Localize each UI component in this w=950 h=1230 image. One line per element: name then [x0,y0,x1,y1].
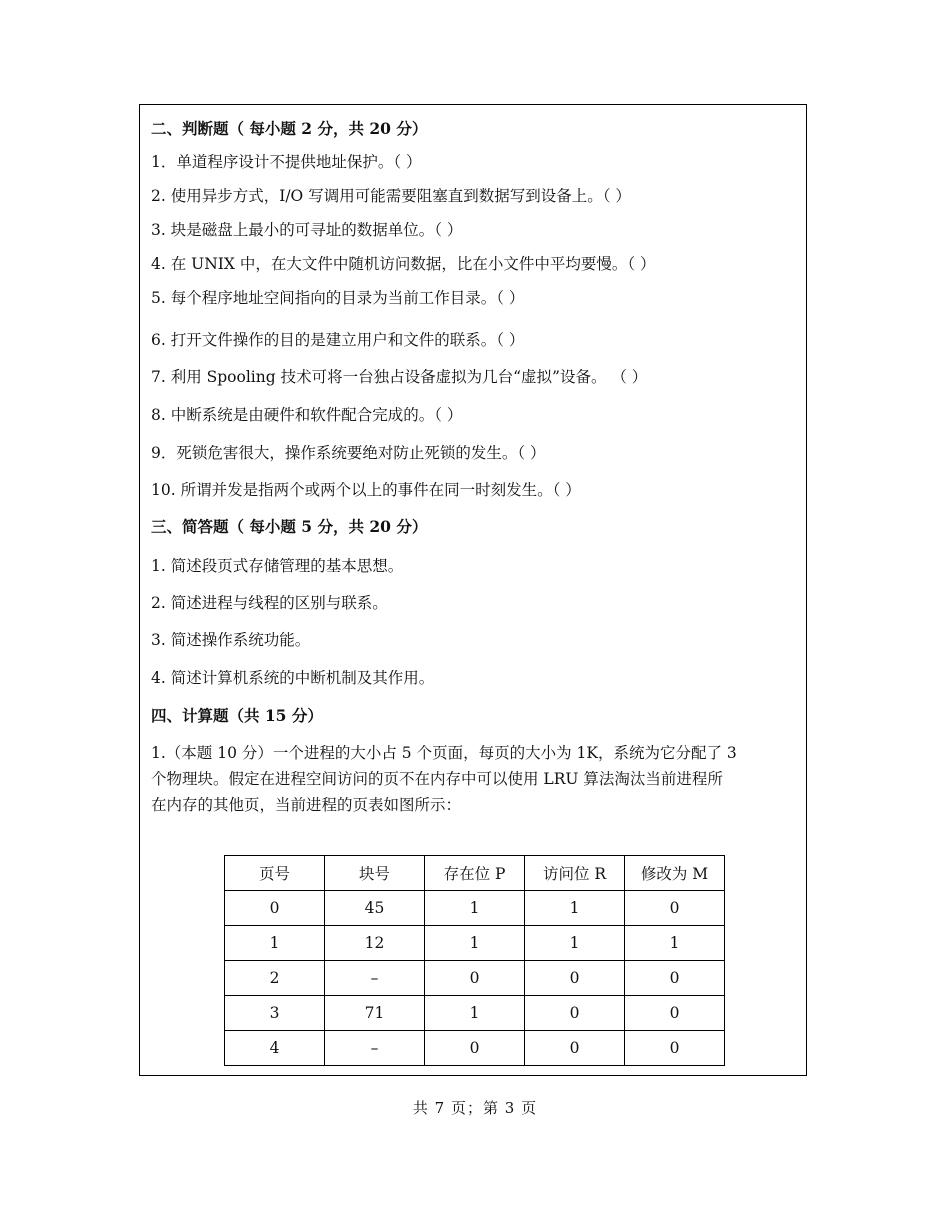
page-table [224,855,725,1066]
cell-access: 0 [525,996,625,1031]
judge-item-8: 8. 中断系统是由硬件和软件配合完成的。（ ） [151,406,463,424]
cell-present: 1 [425,926,525,961]
judge-item-9: 9．死锁危害很大，操作系统要绝对防止死锁的发生。（ ） [151,444,546,462]
cell-block: 71 [325,996,425,1031]
cell-access: 0 [525,961,625,996]
cell-page: 1 [225,926,325,961]
cell-block: – [325,1031,425,1066]
calc-problem-line-1: 1.（本题 10 分）一个进程的大小占 5 个页面，每页的大小为 1K，系统为它分配了 3 [151,744,737,762]
cell-present: 0 [425,1031,525,1066]
cell-modify: 1 [625,926,725,961]
section-2-title: 二、判断题（ 每小题 2 分，共 20 分） [151,119,428,138]
judge-item-6: 6. 打开文件操作的目的是建立用户和文件的联系。（ ） [151,331,525,349]
cell-access: 1 [525,891,625,926]
judge-item-3: 3. 块是磁盘上最小的可寻址的数据单位。（ ） [151,221,463,239]
table-row [225,926,725,961]
table-row [225,961,725,996]
section-4-title: 四、计算题（共 15 分） [151,706,323,725]
cell-modify: 0 [625,891,725,926]
cell-page: 0 [225,891,325,926]
short-answer-item-4: 4. 简述计算机系统的中断机制及其作用。 [151,669,435,687]
short-answer-item-3: 3. 简述操作系统功能。 [151,631,311,649]
cell-modify: 0 [625,1031,725,1066]
cell-block: – [325,961,425,996]
cell-modify: 0 [625,996,725,1031]
cell-present: 1 [425,891,525,926]
header-block-number: 块号 [325,856,425,891]
cell-modify: 0 [625,961,725,996]
judge-item-10: 10. 所谓并发是指两个或两个以上的事件在同一时刻发生。（ ） [151,481,581,499]
cell-block: 45 [325,891,425,926]
short-answer-item-2: 2. 简述进程与线程的区别与联系。 [151,594,388,612]
cell-page: 2 [225,961,325,996]
cell-page: 3 [225,996,325,1031]
judge-item-5: 5. 每个程序地址空间指向的目录为当前工作目录。（ ） [151,289,525,307]
judge-item-7: 7. 利用 Spooling 技术可将一台独占设备虚拟为几台“虚拟”设备。 （ ） [151,368,648,386]
short-answer-item-1: 1. 简述段页式存储管理的基本思想。 [151,557,404,575]
table-row [225,996,725,1031]
table-row [225,891,725,926]
cell-access: 0 [525,1031,625,1066]
cell-page: 4 [225,1031,325,1066]
header-page-number: 页号 [225,856,325,891]
header-present-bit: 存在位 P [425,856,525,891]
calc-problem-line-3: 在内存的其他页，当前进程的页表如图所示： [151,796,462,814]
judge-item-2: 2. 使用异步方式，I/O 写调用可能需要阻塞直到数据写到设备上。（ ） [151,187,631,205]
cell-block: 12 [325,926,425,961]
table-row [225,1031,725,1066]
header-access-bit: 访问位 R [525,856,625,891]
cell-present: 1 [425,996,525,1031]
cell-access: 1 [525,926,625,961]
page-footer: 共 7 页；第 3 页 [412,1099,538,1117]
header-modify-bit: 修改为 M [625,856,725,891]
calc-problem-1 [151,740,799,818]
calc-problem-line-2: 个物理块。假定在进程空间访问的页不在内存中可以使用 LRU 算法淘汰当前进程所 [151,770,723,788]
section-3-title: 三、简答题（ 每小题 5 分，共 20 分） [151,517,428,536]
judge-item-1: 1．单道程序设计不提供地址保护。（ ） [151,153,422,171]
cell-present: 0 [425,961,525,996]
table-header-row [225,856,725,891]
judge-item-4: 4. 在 UNIX 中，在大文件中随机访问数据，比在小文件中平均要慢。（ ） [151,255,656,273]
